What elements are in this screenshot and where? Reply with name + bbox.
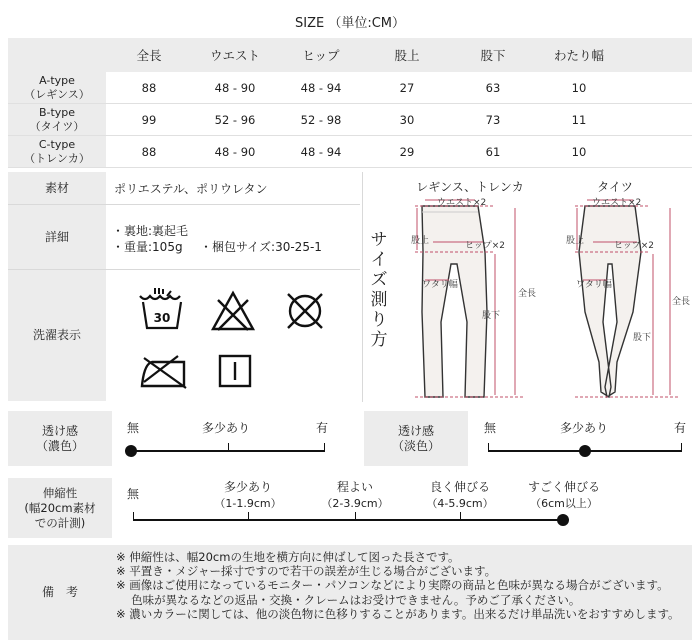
stretch-note-2: での計測): [34, 515, 86, 530]
remark-line: ※ 画像はご使用になっているモニター・パソコンなどにより実際の商品と色味が異なる場合がございます。: [116, 578, 669, 593]
header-cell: ヒップ: [278, 38, 364, 72]
sheer-light-indicator: [579, 445, 591, 457]
stretch-point-moderate-range: （2-3.9cm）: [321, 497, 389, 510]
iron-low-no-steam-icon: [138, 352, 190, 390]
stretch-note-1: (幅20cm素材: [24, 500, 96, 515]
header-cell: 股下: [450, 38, 536, 72]
no-tumble-dry-icon: [282, 290, 328, 332]
leggings-inseam-label: 股下: [482, 311, 501, 321]
row-type: C-type: [38, 137, 76, 151]
table-cell: 52 - 96: [192, 104, 278, 136]
material-value: ポリエステル、ポリウレタン: [114, 182, 268, 196]
table-filler: [622, 72, 692, 104]
sheer-light-left: 無: [484, 421, 497, 435]
table-cell: 10: [536, 136, 622, 168]
table-cell: 27: [364, 72, 450, 104]
details-label: 詳細: [8, 205, 106, 269]
remark-line: ※ 濃いカラーに関しては、他の淡色物に色移りすることがあります。出来るだけ単品洗いをおすすめします。: [116, 606, 680, 621]
table-cell: 88: [106, 136, 192, 168]
sheer-dark-subtitle: （濃色）: [35, 438, 84, 453]
row-header: [8, 104, 106, 136]
leggings-thigh-label: ワタリ幅: [422, 280, 458, 290]
row-subtype: （タイツ）: [29, 119, 85, 133]
stretch-point-some: 多少あり: [223, 480, 272, 494]
details-lining: ・裏地:裏起毛: [112, 224, 189, 238]
leggings-length-label: 全長: [518, 289, 537, 299]
table-filler: [622, 136, 692, 168]
remarks-list: [116, 550, 692, 621]
sheer-dark-left: 無: [127, 421, 140, 435]
details-weight: ・重量:105g: [112, 240, 183, 254]
sheer-light-mid: 多少あり: [560, 421, 609, 435]
scale-tick: [681, 443, 682, 452]
table-cell: 48 - 90: [192, 136, 278, 168]
tights-waist-label: ウエスト×2: [592, 198, 642, 208]
table-cell: 10: [536, 72, 622, 104]
wash-temp-label: 30: [153, 311, 171, 325]
sheer-dark-label: [8, 411, 112, 466]
corner-cell: [8, 38, 106, 72]
measure-title: サ イ ズ 測 り 方: [370, 230, 388, 350]
stretch-indicator: [557, 514, 569, 526]
header-filler: [622, 38, 692, 72]
sheer-light-title: 透け感: [397, 423, 434, 438]
scale-tick: [460, 512, 461, 521]
line-dry-icon: [218, 354, 252, 388]
stretch-point-very: すごく伸びる: [527, 480, 600, 494]
table-cell: 61: [450, 136, 536, 168]
page-title: SIZE （単位:CM）: [294, 16, 405, 31]
table-cell: 48 - 94: [278, 72, 364, 104]
stretch-point-none: 無: [126, 487, 139, 501]
stretch-point-very-range: （6cm以上）: [530, 497, 598, 510]
tights-inseam-label: 股下: [633, 333, 652, 343]
sheer-light-label: [364, 411, 468, 466]
table-cell: 73: [450, 104, 536, 136]
tights-length-label: 全長: [672, 297, 691, 307]
scale-tick: [324, 443, 325, 452]
sheer-dark-right: 有: [316, 421, 329, 435]
sheer-dark-indicator: [125, 445, 137, 457]
scale-tick: [228, 443, 229, 452]
stretch-label: [8, 478, 112, 538]
table-cell: 29: [364, 136, 450, 168]
sheer-dark-mid: 多少あり: [202, 421, 251, 435]
table-cell: 99: [106, 104, 192, 136]
leggings-rise-label: 股上: [411, 236, 430, 246]
size-table-header-row: [8, 38, 692, 72]
stretch-point-good: 良く伸びる: [429, 480, 490, 494]
remark-line: ※ 平置き・メジャー採寸ですので若干の誤差が生じる場合がございます。: [116, 564, 497, 579]
leggings-waist-label: ウエスト×2: [437, 198, 487, 208]
table-cell: 11: [536, 104, 622, 136]
row-header: [8, 72, 106, 104]
table-cell: 30: [364, 104, 450, 136]
row-subtype: （トレンカ）: [24, 151, 90, 165]
tights-title: タイツ: [597, 180, 633, 194]
remark-line: 色味が異なるなどの返品・交換・クレームはお受けできません。予めご了承ください。: [116, 592, 581, 607]
scale-tick: [355, 512, 356, 521]
sheer-dark-title: 透け感: [41, 423, 78, 438]
header-cell: わたり幅: [536, 38, 622, 72]
row-subtype: （レギンス）: [24, 87, 90, 101]
material-label: 素材: [8, 172, 106, 204]
table-cell: 48 - 90: [192, 72, 278, 104]
remark-line: ※ 伸縮性は、幅20cmの生地を横方向に伸ばして図った長さです。: [116, 550, 460, 564]
table-cell: 52 - 98: [278, 104, 364, 136]
divider: [362, 172, 363, 402]
size-table: [8, 38, 692, 168]
table-cell: 48 - 94: [278, 136, 364, 168]
leggings-title: レギンス、トレンカ: [416, 180, 524, 194]
details-package-size: ・梱包サイズ:30-25-1: [200, 240, 322, 254]
hand-wash-30-icon: [137, 288, 187, 332]
tights-thigh-label: ワタリ幅: [576, 280, 612, 290]
remarks-label: 備 考: [41, 585, 78, 599]
header-cell: 全長: [106, 38, 192, 72]
stretch-point-some-range: （1-1.9cm）: [214, 497, 282, 510]
tights-rise-label: 股上: [566, 236, 585, 246]
sheer-light-right: 有: [674, 421, 687, 435]
leggings-hip-label: ヒップ×2: [465, 241, 505, 251]
header-cell: 股上: [364, 38, 450, 72]
tights-hip-label: ヒップ×2: [614, 241, 654, 251]
stretch-point-moderate: 程よい: [336, 480, 373, 494]
stretch-scale: [133, 519, 565, 521]
scale-tick: [133, 512, 134, 521]
table-row: [8, 72, 692, 104]
table-row: [8, 136, 692, 168]
scale-tick: [248, 512, 249, 521]
sheer-light-subtitle: （淡色）: [391, 438, 440, 453]
table-row: [8, 104, 692, 136]
row-header: [8, 136, 106, 168]
row-type: A-type: [39, 73, 75, 87]
stretch-point-good-range: （4-5.9cm）: [426, 497, 494, 510]
table-cell: 88: [106, 72, 192, 104]
care-label: 洗濯表示: [8, 270, 106, 401]
row-type: B-type: [38, 105, 76, 119]
scale-tick: [488, 443, 489, 452]
no-bleach-icon: [210, 290, 256, 332]
table-cell: 63: [450, 72, 536, 104]
stretch-title: 伸縮性: [42, 485, 78, 500]
table-filler: [622, 104, 692, 136]
header-cell: ウエスト: [192, 38, 278, 72]
